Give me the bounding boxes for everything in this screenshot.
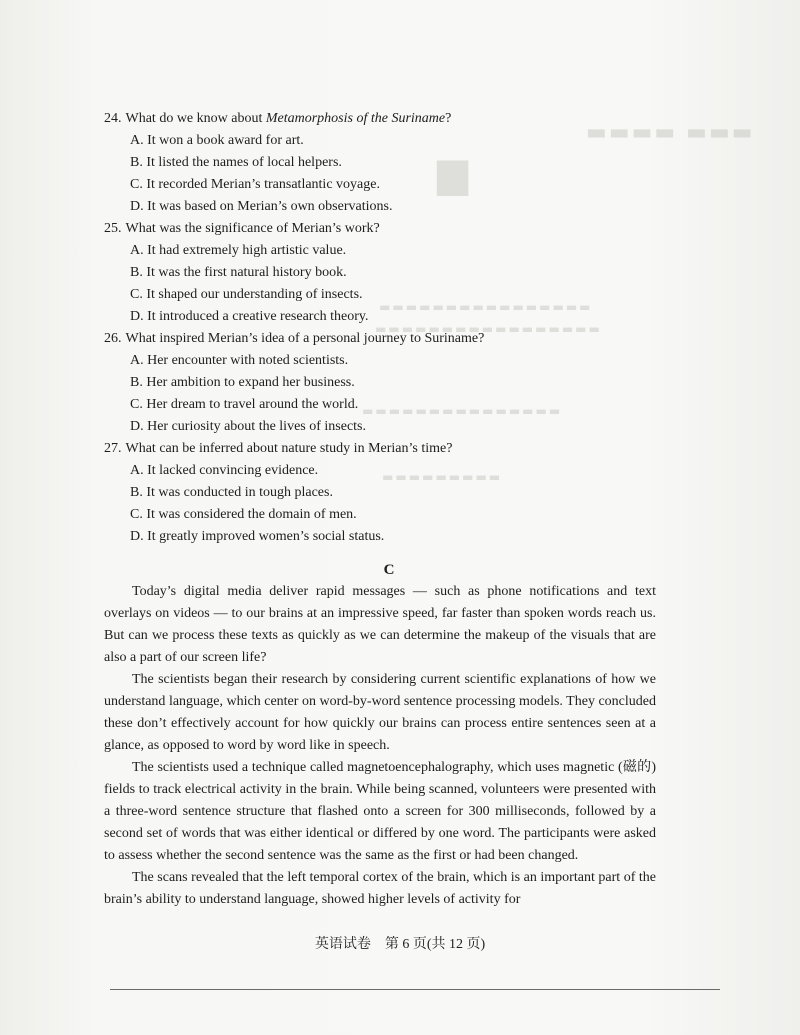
page-footer: 英语试卷 第 6 页(共 12 页) — [314, 937, 486, 952]
question-stem — [104, 108, 656, 130]
option-b: B. It was the first natural history book. — [130, 265, 347, 280]
option-c: C. It was considered the domain of men. — [130, 507, 357, 522]
question-text: What can be inferred about nature study in Merian’s time? — [125, 441, 453, 456]
page-content — [104, 108, 656, 911]
question-text: What inspired Merian’s idea of a personal journey to Suriname? — [125, 331, 485, 346]
bleed-through-ghost-line: ▬▬▬▬▬▬▬▬▬▬▬▬▬▬▬▬ — [376, 300, 590, 314]
bleed-through-ghost-line: ▬▬▬▬▬▬▬▬▬▬▬▬▬▬▬▬▬ — [373, 322, 600, 336]
question-27 — [104, 438, 656, 548]
question-stem — [104, 328, 656, 350]
question-number: 26. — [104, 331, 122, 346]
bottom-divider — [110, 989, 720, 990]
option-a: A. It won a book award for art. — [130, 133, 304, 148]
book-title: Metamorphosis of the Suriname — [265, 111, 446, 126]
question-text: What do we know about — [125, 111, 266, 126]
passage-title: C — [383, 562, 395, 578]
bleed-through-ghost-glyph: ▆ — [437, 150, 470, 196]
question-text: What was the significance of Merian’s work? — [125, 221, 380, 236]
passage-paragraph: The scans revealed that the left temporal cortex of the brain, which is an important part of the brain’s ability to understand language, showed higher levels of activity for — [104, 870, 656, 907]
question-number: 27. — [104, 441, 122, 456]
bleed-through-ghost-line: ▬▬▬▬▬▬▬▬▬▬▬▬▬▬▬ — [359, 404, 560, 418]
bleed-through-ghost-line: ▬▬▬▬▬▬▬▬▬ — [379, 470, 500, 484]
question-number: 25. — [104, 221, 122, 236]
option-a: A. Her encounter with noted scientists. — [130, 353, 349, 368]
option-d: D. It introduced a creative research theory. — [130, 309, 369, 324]
option-d: D. It greatly improved women’s social status. — [130, 529, 385, 544]
question-mark: ? — [445, 111, 452, 126]
question-25 — [104, 218, 656, 328]
option-c: C. It shaped our understanding of insects. — [130, 287, 363, 302]
question-stem — [104, 438, 656, 460]
option-a: A. It had extremely high artistic value. — [130, 243, 347, 258]
option-b: B. Her ambition to expand her business. — [130, 375, 355, 390]
option-d: D. Her curiosity about the lives of insects. — [130, 419, 367, 434]
passage-paragraph: Today’s digital media deliver rapid messages — such as phone notifications and text overlays on videos — to our brains at an impressive speed, far faster than spoken words reach us. But can we process these texts as quickly as we can determine the makeup of the visuals that are also a part of our screen life? — [104, 584, 656, 665]
bleed-through-ghost-text: ▬▬▬ ▬▬▬▬ — [583, 120, 752, 145]
option-b: B. It was conducted in tough places. — [130, 485, 333, 500]
option-b: B. It listed the names of local helpers. — [130, 155, 342, 170]
question-number: 24. — [104, 111, 122, 126]
option-d: D. It was based on Merian’s own observations. — [130, 199, 393, 214]
option-c: C. It recorded Merian’s transatlantic voyage. — [130, 177, 380, 192]
question-24 — [104, 108, 656, 218]
option-c: C. Her dream to travel around the world. — [130, 397, 359, 412]
passage-paragraph: The scientists used a technique called magnetoencephalography, which uses magnetic (磁的) fields to track electrical activity in the brain. While being scanned, volunteers were presented with a three-word sentence structure that flashed onto a screen for 300 milliseconds, followed by a second set of words that was either identical or differed by one word. The participants were asked to assess whether the second sentence was the same as the first or had been changed. — [104, 760, 656, 863]
question-26 — [104, 328, 656, 438]
passage-paragraph: The scientists began their research by considering current scientific explanations of how we understand language, which center on word-by-word sentence processing models. They concluded these don’t effectively account for how quickly our brains can process entire sentences seen at a glance, as opposed to word by word like in speech. — [104, 672, 656, 753]
question-stem — [104, 218, 656, 240]
option-a: A. It lacked convincing evidence. — [130, 463, 319, 478]
